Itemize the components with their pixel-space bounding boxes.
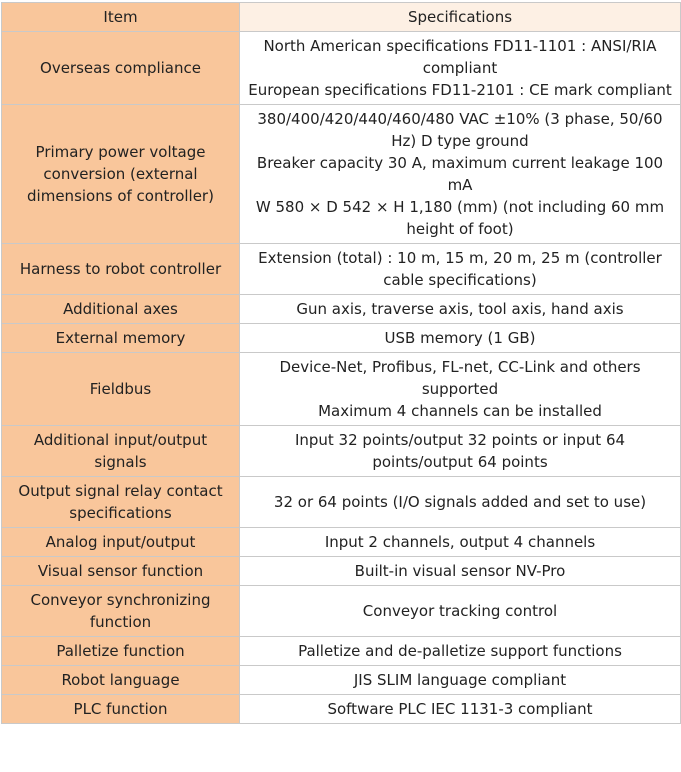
spec-cell [240, 295, 681, 324]
row-additional-io [2, 426, 681, 477]
item-cell: Conveyor synchronizing function [2, 586, 240, 637]
spec-line: Maximum 4 channels can be installed [318, 402, 602, 420]
row-additional-axes [2, 295, 681, 324]
spec-cell [240, 426, 681, 477]
row-analog-io [2, 528, 681, 557]
spec-line: Palletize and de-palletize support functions [298, 642, 622, 660]
spec-cell [240, 666, 681, 695]
spec-line: Breaker capacity 30 A, maximum current leakage 100 mA [256, 154, 664, 194]
spec-cell [240, 105, 681, 244]
spec-line: European specifications FD11-2101 : CE mark compliant [248, 81, 672, 99]
row-plc [2, 695, 681, 724]
item-cell: Harness to robot controller [2, 244, 240, 295]
item-cell: Overseas compliance [2, 32, 240, 105]
spec-cell [240, 32, 681, 105]
spec-cell [240, 353, 681, 426]
row-visual-sensor [2, 557, 681, 586]
row-fieldbus [2, 353, 681, 426]
item-cell: External memory [2, 324, 240, 353]
spec-line: Device-Net, Profibus, FL-net, CC-Link and others supported [279, 358, 641, 398]
row-robot-language [2, 666, 681, 695]
spec-line: JIS SLIM language compliant [353, 671, 567, 689]
spec-line: Gun axis, traverse axis, tool axis, hand axis [296, 300, 624, 318]
spec-cell [240, 244, 681, 295]
row-harness [2, 244, 681, 295]
row-primary-power [2, 105, 681, 244]
header-row [2, 3, 681, 32]
spec-line: 32 or 64 points (I/O signals added and set to use) [273, 493, 647, 511]
spec-line: 380/400/420/440/460/480 VAC ±10% (3 phase, 50/60 Hz) D type ground [257, 110, 663, 150]
spec-cell [240, 557, 681, 586]
spec-line: USB memory (1 GB) [384, 329, 536, 347]
spec-line: Conveyor tracking control [362, 602, 558, 620]
spec-line: Built-in visual sensor NV-Pro [354, 562, 566, 580]
row-overseas-compliance [2, 32, 681, 105]
row-output-relay [2, 477, 681, 528]
item-cell: Analog input/output [2, 528, 240, 557]
specifications-table [1, 2, 681, 724]
row-palletize [2, 637, 681, 666]
spec-line: Input 2 channels, output 4 channels [324, 533, 596, 551]
spec-cell [240, 695, 681, 724]
item-cell: Fieldbus [2, 353, 240, 426]
item-cell: PLC function [2, 695, 240, 724]
spec-cell [240, 324, 681, 353]
row-external-memory [2, 324, 681, 353]
item-cell: Output signal relay contact specifications [2, 477, 240, 528]
item-cell: Additional input/output signals [2, 426, 240, 477]
header-specifications: Specifications [240, 3, 681, 32]
spec-cell [240, 637, 681, 666]
spec-line: North American specifications FD11-1101 : ANSI/RIA compliant [263, 37, 657, 77]
spec-line: Software PLC IEC 1131-3 compliant [327, 700, 593, 718]
item-cell: Additional axes [2, 295, 240, 324]
item-cell: Palletize function [2, 637, 240, 666]
item-cell: Visual sensor function [2, 557, 240, 586]
spec-line: Extension (total) : 10 m, 15 m, 20 m, 25 m (controller cable specifications) [258, 249, 662, 289]
spec-line: W 580 × D 542 × H 1,180 (mm) (not including 60 mm height of foot) [255, 198, 665, 238]
item-cell: Primary power voltage conversion (external dimensions of controller) [2, 105, 240, 244]
spec-cell [240, 528, 681, 557]
item-cell: Robot language [2, 666, 240, 695]
spec-cell [240, 477, 681, 528]
row-conveyor [2, 586, 681, 637]
spec-cell [240, 586, 681, 637]
header-item: Item [2, 3, 240, 32]
spec-line: Input 32 points/output 32 points or input 64 points/output 64 points [294, 431, 626, 471]
